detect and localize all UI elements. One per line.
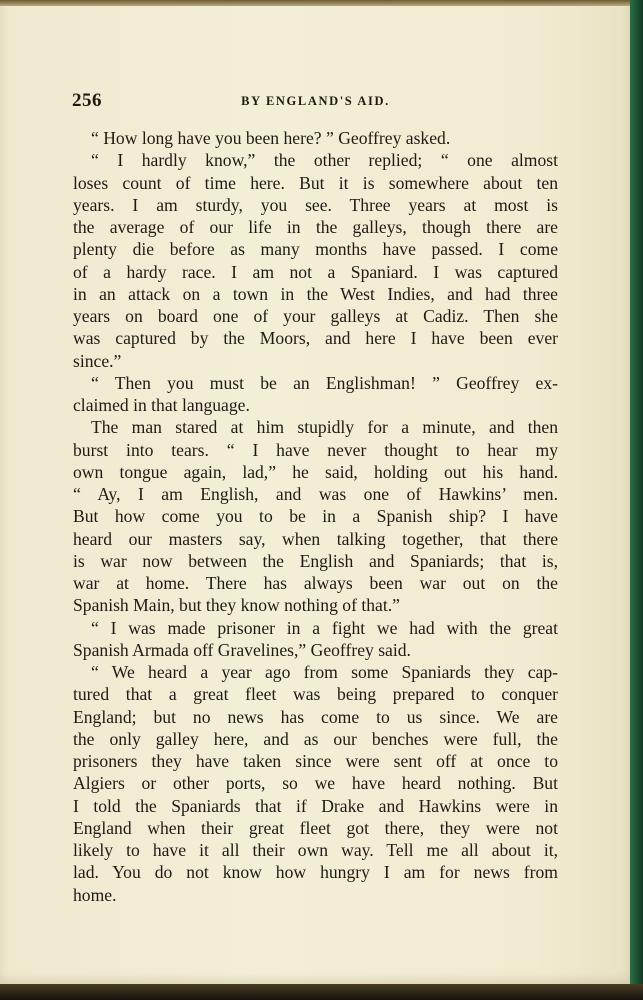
text-line: lad. You do not know how hungry I am for news from: [73, 862, 558, 883]
text-line: is war now between the English and Spaniards; that is,: [73, 550, 558, 571]
text-line: “ I was made prisoner in a fight we had with the great: [91, 617, 558, 638]
text-line: Spanish Main, but they know nothing of that.”: [73, 595, 400, 616]
text-line: home.: [73, 884, 117, 905]
text-line: “ Then you must be an Englishman! ” Geoffrey ex-: [91, 372, 558, 393]
text-line: “ How long have you been here? ” Geoffrey asked.: [91, 128, 451, 148]
text-line: in an attack on a town in the West Indies, and had three: [73, 283, 558, 304]
text-line: claimed in that language.: [73, 395, 250, 415]
text-line: the only galley here, and as our benches were full, the: [73, 728, 558, 749]
text-line: years. I am sturdy, you see. Three years at most is: [73, 194, 558, 215]
text-line: “ I hardly know,” the other replied; “ one almost: [91, 150, 558, 171]
page-bottom-edge: [0, 984, 643, 1000]
text-line: of a hardy race. I am not a Spaniard. I was captured: [73, 261, 558, 282]
text-line: “ We heard a year ago from some Spaniards they cap-: [91, 662, 558, 682]
text-line: “ Ay, I am English, and was one of Hawkins’ men.: [73, 484, 558, 504]
text-line: tured that a great fleet was being prepared to conquer: [73, 684, 558, 705]
page-top-edge: [0, 0, 643, 6]
text-line: England; but no news has come to us since. We are: [73, 706, 558, 727]
book-cover-edge: [630, 0, 643, 1000]
page-number: 256: [72, 90, 102, 111]
text-line: own tongue again, lad,” he said, holding out his hand.: [73, 461, 558, 482]
text-line: war at home. There has always been war out on the: [73, 573, 558, 593]
page-header: [72, 90, 559, 114]
running-title: BY ENGLAND'S AID.: [241, 94, 390, 108]
text-line: burst into tears. “ I have never thought to hear my: [73, 439, 558, 460]
text-line: I told the Spaniards that if Drake and Hawkins were in: [73, 795, 558, 816]
text-line: The man stared at him stupidly for a minute, and then: [91, 417, 558, 438]
text-line: since.”: [73, 350, 122, 371]
text-line: Spanish Armada off Gravelines,” Geoffrey said.: [73, 639, 411, 660]
text-line: was captured by the Moors, and here I have been ever: [73, 328, 558, 349]
text-line: heard our masters say, when talking together, that there: [73, 528, 558, 549]
text-line: likely to have it all their own way. Tell me all about it,: [73, 840, 558, 860]
text-line: Algiers or other ports, so we have heard nothing. But: [73, 773, 558, 794]
body-text: [73, 127, 558, 906]
text-line: years on board one of your galleys at Cadiz. Then she: [73, 306, 558, 326]
text-line: the average of our life in the galleys, though there are: [73, 217, 558, 237]
text-line: plenty die before as many months have passed. I come: [73, 239, 558, 260]
text-line: loses count of time here. But it is somewhere about ten: [73, 172, 558, 193]
text-line: England when their great fleet got there, they were not: [73, 817, 558, 838]
text-line: prisoners they have taken since were sent off at once to: [73, 751, 558, 771]
text-line: But how come you to be in a Spanish ship? I have: [73, 506, 558, 527]
